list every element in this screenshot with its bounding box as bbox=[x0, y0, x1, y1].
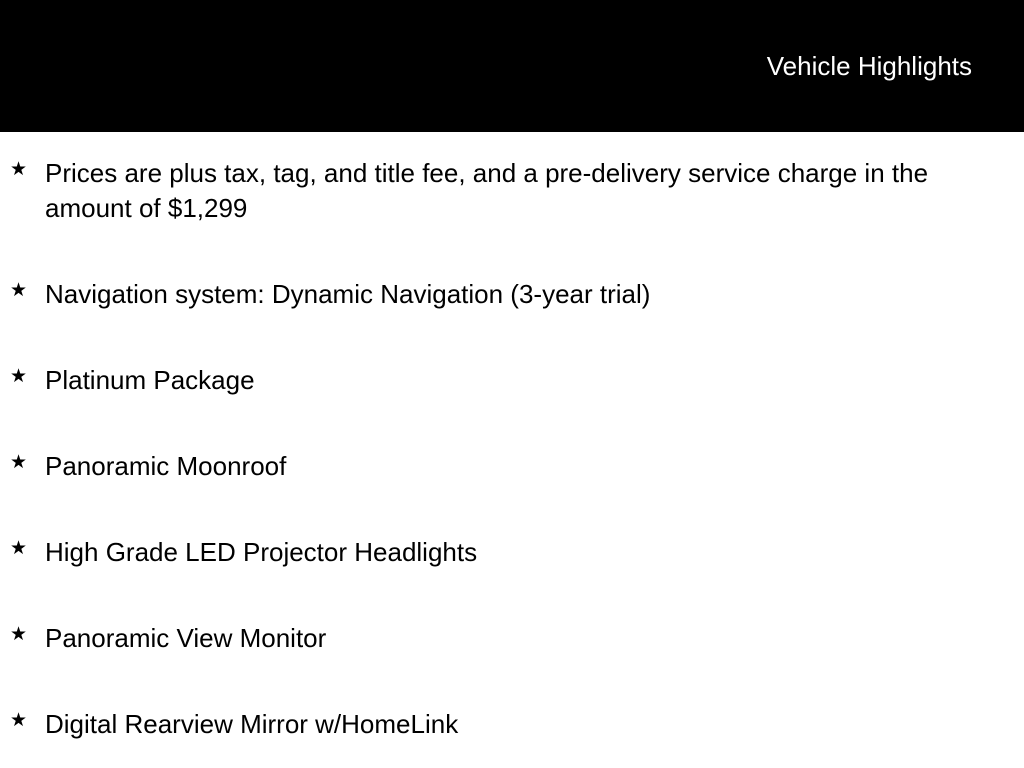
star-icon: ★ bbox=[10, 538, 28, 559]
star-icon: ★ bbox=[10, 159, 28, 180]
highlight-text: Panoramic Moonroof bbox=[45, 451, 287, 481]
star-icon: ★ bbox=[10, 452, 28, 473]
star-icon: ★ bbox=[10, 366, 28, 387]
star-icon: ★ bbox=[10, 280, 28, 301]
star-icon: ★ bbox=[10, 624, 28, 645]
highlight-text: Platinum Package bbox=[45, 365, 255, 395]
highlight-text: Panoramic View Monitor bbox=[45, 623, 327, 653]
highlight-text: Navigation system: Dynamic Navigation (3-year trial) bbox=[45, 279, 651, 309]
highlight-text: Prices are plus tax, tag, and title fee, and a pre-delivery service charge in the amount of $1,299 bbox=[45, 158, 929, 223]
highlight-text: High Grade LED Projector Headlights bbox=[45, 537, 478, 567]
star-icon: ★ bbox=[10, 710, 28, 731]
highlight-text: Digital Rearview Mirror w/HomeLink bbox=[45, 709, 459, 739]
page-title: Vehicle Highlights bbox=[766, 51, 972, 81]
